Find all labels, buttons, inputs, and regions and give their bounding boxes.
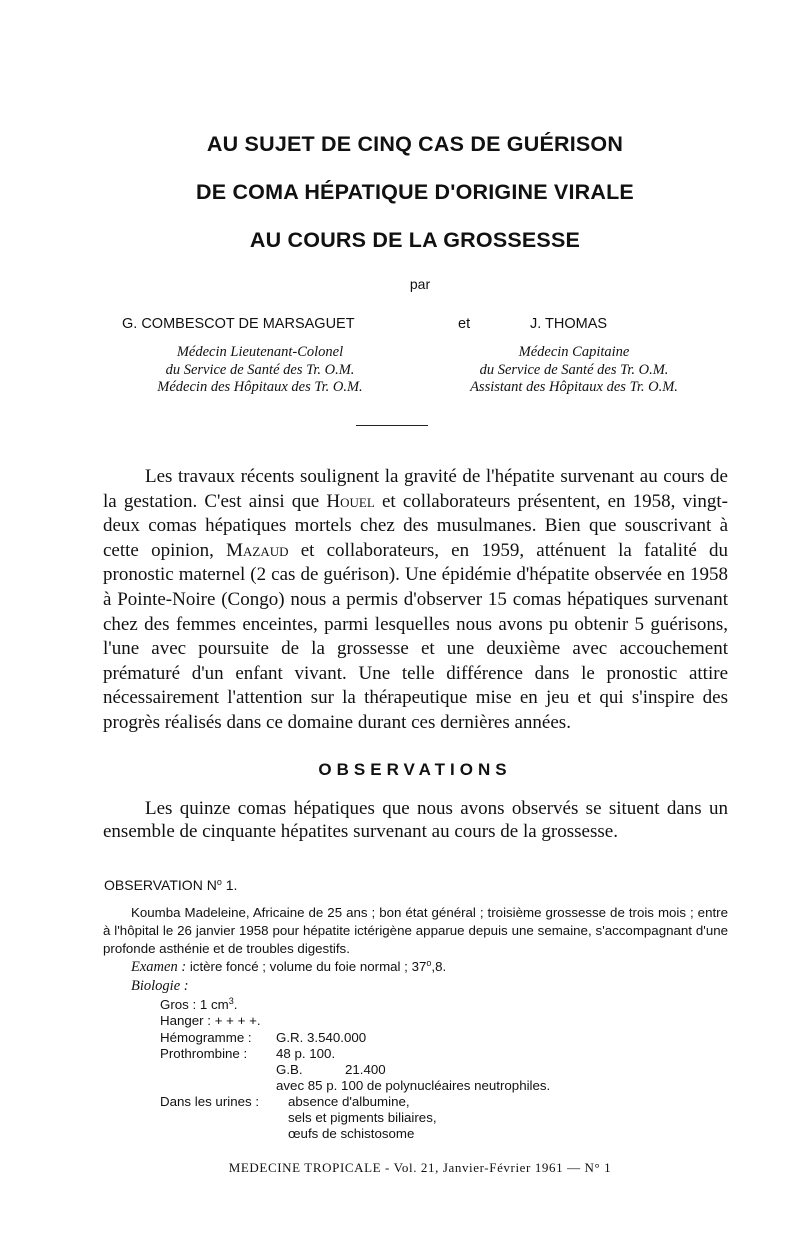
exam-label: Examen : bbox=[131, 959, 187, 975]
lab-hanger: Hanger : + + + +. bbox=[160, 1013, 261, 1028]
article-title-line-1: AU SUJET DE CINQ CAS DE GUÉRISON bbox=[206, 132, 624, 156]
intro-paragraph bbox=[103, 465, 728, 736]
article-title-line-3: AU COURS DE LA GROSSESSE bbox=[249, 228, 581, 252]
lab-gb-detail: avec 85 p. 100 de polynucléaires neutrophiles. bbox=[276, 1078, 551, 1093]
lab-urine-label: Dans les urines : bbox=[160, 1094, 260, 1109]
lab-gb-value: 21.400 bbox=[345, 1062, 386, 1077]
lab-gros-sup: 3 bbox=[228, 996, 234, 1006]
author-affiliation-first bbox=[100, 344, 420, 397]
lab-urine-2: sels et pigments biliaires, bbox=[288, 1110, 437, 1125]
affiliation-rank: Médecin Capitaine bbox=[518, 344, 630, 360]
lab-gb-label: G.B. bbox=[276, 1062, 303, 1077]
author-name-first: G. COMBESCOT DE MARSAGUET bbox=[122, 316, 355, 332]
exam-line bbox=[131, 958, 446, 976]
affiliation-service: du Service de Santé des Tr. O.M. bbox=[479, 361, 669, 378]
separator-rule bbox=[356, 425, 428, 426]
article-title-line-2: DE COMA HÉPATIQUE D'ORIGINE VIRALE bbox=[196, 180, 634, 204]
exam-text: ictère foncé ; volume du foie normal ; 37 bbox=[186, 959, 427, 974]
section-heading: OBSERVATIONS bbox=[318, 760, 512, 779]
affiliation-hospital: Médecin des Hôpitaux des Tr. O.M. bbox=[157, 379, 363, 395]
lab-gros-text: Gros : 1 cm bbox=[160, 997, 229, 1012]
byline: par bbox=[409, 276, 431, 292]
author-affiliation-second bbox=[428, 344, 720, 397]
lab-urine-1: absence d'albumine, bbox=[288, 1094, 410, 1109]
observation-title-text: OBSERVATION N bbox=[104, 877, 217, 893]
lab-prothrombine-value: 48 p. 100. bbox=[276, 1046, 336, 1061]
observation-title-sup: o bbox=[216, 877, 222, 887]
lab-gros-end: . bbox=[233, 997, 238, 1012]
intro-text-1: Les travaux récents soulignent la gravité de l'hépatite survenant au cours de la gestation. C'est ainsi que bbox=[103, 466, 728, 512]
intro-text-3: et collaborateurs, en 1959, atténuent la fatalité du pronostic maternel (2 cas de guérison). Une épidémie d'hépatite observée en 1958 à Pointe-Noire (Congo) nous a permis d'observer 15 comas hépatiques survenant chez des femmes enceintes, parmi lesquelles nous avons pu obtenir 5 guérisons, l'une avec poursuite de la grossesse et une deuxième avec accouchement prématuré d'un enfant vivant. Une telle différence dans le pronostic attire nécessairement l'attention sur la thérapeutique mise en jeu et qui s'inspire des progrès réalisés dans ce domaine durant ces dernières années. bbox=[103, 539, 728, 733]
affiliation-hospital: Assistant des Hôpitaux des Tr. O.M. bbox=[470, 379, 678, 395]
observation-title bbox=[104, 877, 237, 893]
author-name-second: J. THOMAS bbox=[530, 316, 608, 332]
exam-degree: o bbox=[426, 958, 432, 968]
affiliation-rank: Médecin Lieutenant-Colonel bbox=[176, 344, 344, 360]
lab-hemogram-value: G.R. 3.540.000 bbox=[276, 1030, 367, 1045]
intro-text-2: et collaborateurs présentent, en 1958, vingt-deux comas hépatiques mortels chez des musulmanes. Bien que souscrivant à cette opinion, bbox=[103, 490, 728, 561]
observation-number: 1. bbox=[221, 877, 238, 893]
cited-author-houel: Houel bbox=[326, 490, 375, 512]
affiliation-service: du Service de Santé des Tr. O.M. bbox=[165, 361, 355, 378]
author-conjunction: et bbox=[458, 316, 471, 332]
exam-end: ,8. bbox=[431, 959, 447, 974]
page-footer: MEDECINE TROPICALE - Vol. 21, Janvier-Février 1961 — N° 1 bbox=[228, 1160, 612, 1175]
biology-label: Biologie : bbox=[131, 978, 189, 994]
lab-prothrombine-label: Prothrombine : bbox=[160, 1046, 248, 1061]
section-paragraph: Les quinze comas hépatiques que nous avons observés se situent dans un ensemble de cinquante hépatites survenant au cours de la grossesse. bbox=[103, 798, 728, 842]
lab-urine-3: œufs de schistosome bbox=[288, 1126, 415, 1141]
case-description: Koumba Madeleine, Africaine de 25 ans ; bon état général ; troisième grossesse de trois mois ; entre à l'hôpital le 26 janvier 1958 pour hépatite ictérigène apparue depuis une semaine, s'accompagnant d'une profonde asthénie et de troubles digestifs. bbox=[103, 905, 728, 956]
cited-author-mazaud: Mazaud bbox=[226, 539, 289, 561]
lab-gros bbox=[160, 996, 237, 1012]
lab-hemogram-label: Hémogramme : bbox=[160, 1030, 252, 1045]
